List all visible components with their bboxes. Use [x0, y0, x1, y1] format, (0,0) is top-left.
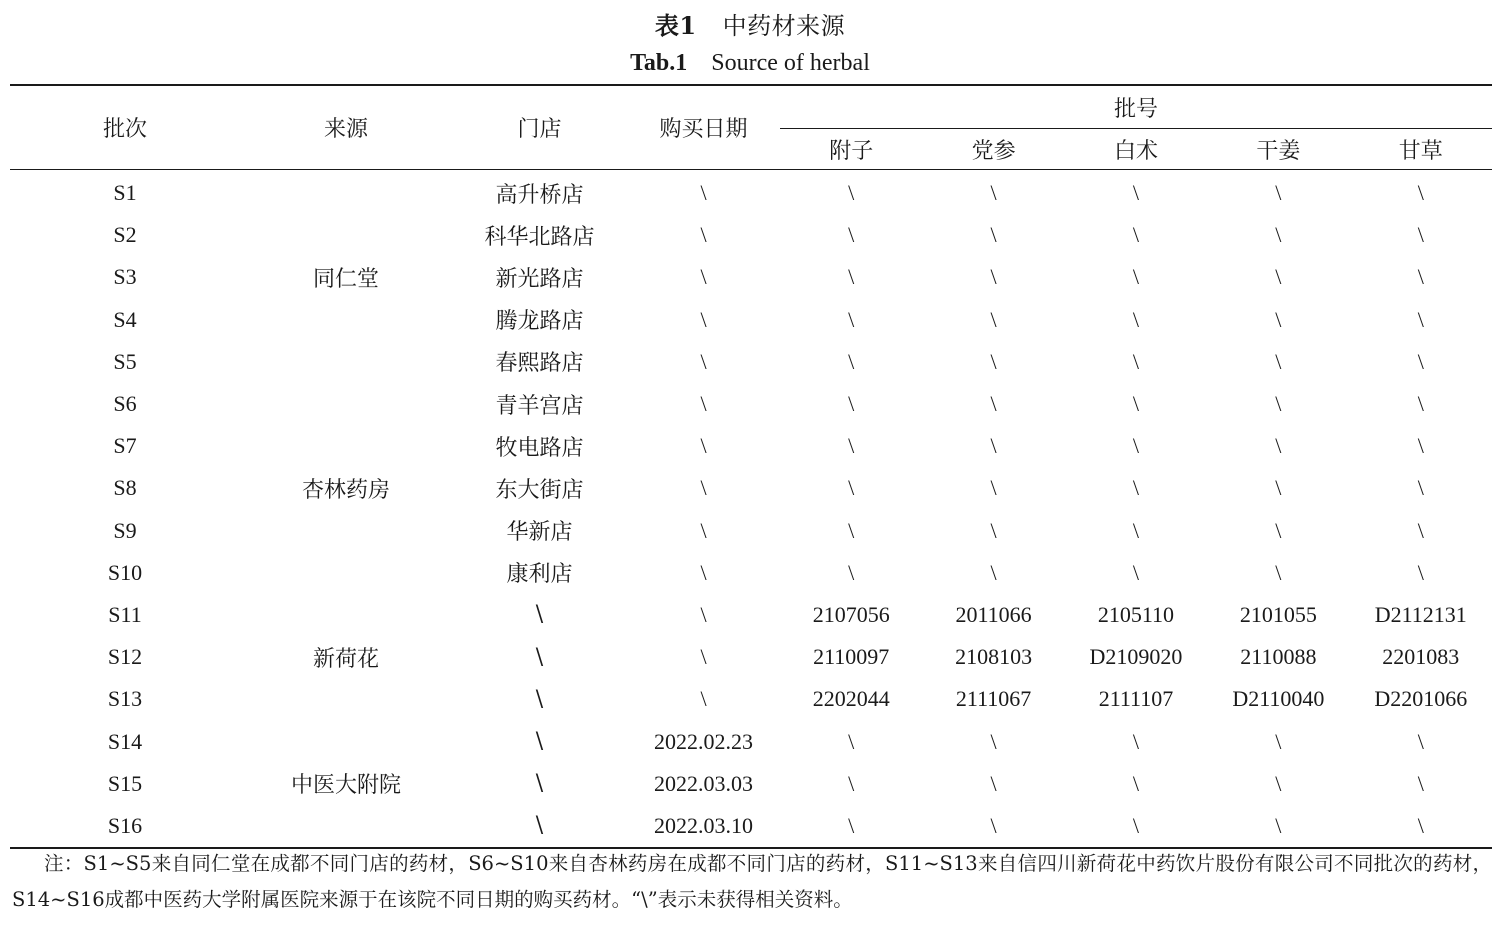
store-cell: 康利店: [506, 562, 573, 588]
lot-number-cell: \: [990, 433, 997, 459]
lot-number-cell: \: [1132, 348, 1140, 374]
lot-number-cell: \: [1275, 222, 1282, 248]
batch-cell: S6: [113, 391, 137, 417]
lot-number-cell: \: [1132, 433, 1140, 459]
source-cell: 新荷花: [312, 646, 379, 672]
lot-number-cell: \: [1132, 559, 1140, 585]
table-row: [10, 299, 1492, 341]
lot-number-cell: \: [1275, 180, 1282, 206]
store-cell: 青羊宫店: [495, 393, 584, 419]
batch-cell: S14: [107, 728, 143, 754]
table-row: [10, 720, 1492, 762]
header-herb: 附子: [780, 129, 922, 170]
lot-number-cell: \: [990, 812, 997, 838]
lot-number-cell: \: [1132, 180, 1140, 206]
lot-number-cell: \: [1275, 475, 1282, 501]
lot-number-cell: \: [848, 264, 855, 290]
store-cell: \: [535, 686, 544, 712]
date-cell: \: [700, 391, 707, 417]
table-row: [10, 383, 1492, 425]
lot-number-cell: \: [1275, 264, 1282, 290]
lot-number-cell: \: [1417, 306, 1424, 332]
store-cell: \: [535, 729, 544, 755]
store-cell: \: [535, 602, 544, 628]
batch-cell: S5: [113, 348, 137, 374]
lot-number-cell: \: [848, 728, 855, 754]
lot-number-cell: \: [1132, 222, 1140, 248]
store-cell: \: [535, 644, 544, 670]
batch-cell: S16: [107, 812, 143, 838]
lot-number-cell: \: [990, 517, 997, 543]
lot-number-cell: \: [1275, 391, 1282, 417]
header-store: 门店: [452, 85, 627, 170]
lot-number-cell: \: [990, 222, 997, 248]
lot-number-cell: \: [1275, 517, 1282, 543]
lot-number-cell: \: [1417, 180, 1424, 206]
lot-number-cell: \: [1132, 728, 1140, 754]
store-cell: 春熙路店: [495, 351, 584, 377]
batch-cell: S15: [107, 770, 143, 796]
date-cell: \: [700, 686, 707, 712]
lot-number-cell: \: [848, 559, 855, 585]
table-row: [10, 763, 1492, 805]
date-cell: 2022.02.23: [654, 728, 753, 754]
lot-number-cell: \: [1417, 812, 1424, 838]
store-cell: 高升桥店: [495, 182, 584, 208]
lot-number-cell: 2105110: [1097, 601, 1175, 627]
lot-number-cell: \: [848, 433, 855, 459]
lot-number-cell: \: [990, 180, 997, 206]
lot-number-cell: \: [1417, 348, 1424, 374]
lot-number-cell: 2110097: [813, 644, 890, 670]
lot-number-cell: D2112131: [1374, 601, 1467, 627]
lot-number-cell: \: [1417, 475, 1424, 501]
table-row: [10, 214, 1492, 256]
lot-number-cell: \: [1275, 728, 1282, 754]
lot-number-cell: \: [848, 812, 855, 838]
lot-number-cell: \: [990, 559, 997, 585]
table-row: [10, 805, 1492, 848]
table-footnote: 注：S1~S5来自同仁堂在成都不同门店的药材，S6~S10来自杏林药房在成都不同门店的药材，S11~S13来自信四川新荷花中药饮片股份有限公司不同批次的药材，S14~S16成都中医药大学附属医院来源于在该院不同日期的购买药材。“\”表示未获得相关资料。: [12, 852, 1492, 911]
header-herb: 党参: [922, 129, 1064, 170]
store-cell: 华新店: [506, 520, 573, 546]
header-batch-number: 批号: [780, 85, 1492, 129]
table-body: [10, 170, 1492, 849]
lot-number-cell: \: [990, 391, 997, 417]
date-cell: 2022.03.03: [654, 770, 753, 796]
lot-number-cell: \: [848, 770, 855, 796]
header-batch: 批次: [10, 85, 240, 170]
lot-number-cell: 2111067: [955, 686, 1032, 712]
header-source: 来源: [240, 85, 452, 170]
store-cell: 新光路店: [495, 266, 584, 292]
lot-number-cell: \: [1275, 770, 1282, 796]
lot-number-cell: \: [990, 728, 997, 754]
store-cell: 腾龙路店: [495, 309, 584, 335]
lot-number-cell: \: [1417, 433, 1424, 459]
lot-number-cell: 2108103: [955, 644, 1033, 670]
lot-number-cell: \: [848, 180, 855, 206]
herbal-source-table: [10, 84, 1492, 849]
date-cell: \: [700, 559, 707, 585]
table-row: [10, 510, 1492, 552]
table-row: [10, 678, 1492, 720]
header-purchase-date: 购买日期: [627, 85, 780, 170]
batch-cell: S8: [113, 475, 137, 501]
lot-number-cell: \: [1417, 728, 1424, 754]
lot-number-cell: \: [848, 222, 855, 248]
header-herb: 干姜: [1207, 129, 1349, 170]
batch-cell: S2: [113, 222, 137, 248]
lot-number-cell: \: [848, 306, 855, 332]
caption-english: [0, 46, 1500, 80]
lot-number-cell: \: [990, 475, 997, 501]
batch-cell: S11: [108, 601, 142, 627]
table-caption: [0, 6, 1500, 80]
lot-number-cell: D2201066: [1374, 686, 1468, 712]
table-header: [10, 85, 1492, 170]
lot-number-cell: \: [990, 348, 997, 374]
source-cell: 同仁堂: [312, 266, 379, 292]
lot-number-cell: \: [1275, 559, 1282, 585]
lot-number-cell: \: [1132, 770, 1140, 796]
lot-number-cell: \: [848, 348, 855, 374]
lot-number-cell: 2111107: [1098, 686, 1174, 712]
lot-number-cell: \: [1132, 812, 1140, 838]
lot-number-cell: \: [990, 264, 997, 290]
date-cell: \: [700, 475, 707, 501]
table-row: [10, 425, 1492, 467]
lot-number-cell: \: [1275, 812, 1282, 838]
lot-number-cell: \: [1417, 517, 1424, 543]
table-row: [10, 552, 1492, 594]
store-cell: \: [535, 771, 544, 797]
caption-en-label: Tab.1: [630, 50, 688, 76]
table-row: [10, 256, 1492, 298]
lot-number-cell: \: [1132, 391, 1140, 417]
lot-number-cell: \: [848, 391, 855, 417]
lot-number-cell: \: [1132, 306, 1140, 332]
date-cell: \: [700, 433, 707, 459]
date-cell: 2022.03.10: [654, 812, 753, 838]
batch-cell: S9: [113, 517, 137, 543]
lot-number-cell: \: [1275, 348, 1282, 374]
date-cell: \: [700, 264, 707, 290]
lot-number-cell: \: [1275, 433, 1282, 459]
lot-number-cell: \: [1275, 306, 1282, 332]
lot-number-cell: \: [1417, 770, 1424, 796]
caption-en-text: Source of herbal: [711, 50, 870, 76]
table-row: [10, 636, 1492, 678]
source-cell: 中医大附院: [290, 773, 401, 799]
batch-cell: S3: [113, 264, 137, 290]
lot-number-cell: \: [1417, 559, 1424, 585]
table-row: [10, 170, 1492, 215]
table-row: [10, 594, 1492, 636]
date-cell: \: [700, 306, 707, 332]
date-cell: \: [700, 222, 707, 248]
caption-cn-text: 中药材来源: [722, 12, 846, 40]
store-cell: 科华北路店: [484, 224, 595, 250]
lot-number-cell: 2101055: [1239, 601, 1317, 627]
lot-number-cell: \: [1417, 222, 1424, 248]
date-cell: \: [700, 348, 707, 374]
date-cell: \: [700, 644, 707, 670]
date-cell: \: [700, 517, 707, 543]
lot-number-cell: \: [848, 517, 855, 543]
batch-cell: S7: [113, 433, 137, 459]
table-row: [10, 467, 1492, 509]
caption-chinese: [0, 6, 1500, 46]
header-herb: 甘草: [1350, 129, 1492, 170]
lot-number-cell: D2110040: [1232, 686, 1325, 712]
store-cell: 东大街店: [495, 477, 584, 503]
date-cell: \: [700, 180, 707, 206]
lot-number-cell: 2107056: [812, 601, 890, 627]
lot-number-cell: 2011066: [955, 601, 1032, 627]
store-cell: \: [535, 813, 544, 839]
batch-cell: S12: [107, 644, 143, 670]
lot-number-cell: \: [1417, 391, 1424, 417]
lot-number-cell: \: [990, 770, 997, 796]
date-cell: \: [700, 601, 707, 627]
caption-cn-label: 表1: [654, 11, 697, 40]
batch-cell: S10: [107, 559, 143, 585]
lot-number-cell: 2201083: [1382, 644, 1460, 670]
lot-number-cell: \: [990, 306, 997, 332]
batch-cell: S4: [113, 306, 137, 332]
lot-number-cell: \: [1132, 517, 1140, 543]
store-cell: 牧电路店: [495, 435, 584, 461]
lot-number-cell: 2202044: [812, 686, 890, 712]
lot-number-cell: \: [1132, 264, 1140, 290]
source-cell: 杏林药房: [301, 477, 390, 503]
lot-number-cell: \: [1417, 264, 1424, 290]
lot-number-cell: \: [848, 475, 855, 501]
batch-cell: S13: [107, 686, 143, 712]
lot-number-cell: D2109020: [1089, 644, 1183, 670]
header-herb: 白术: [1065, 129, 1207, 170]
table-row: [10, 341, 1492, 383]
batch-cell: S1: [113, 180, 137, 206]
lot-number-cell: \: [1132, 475, 1140, 501]
lot-number-cell: 2110088: [1240, 644, 1317, 670]
